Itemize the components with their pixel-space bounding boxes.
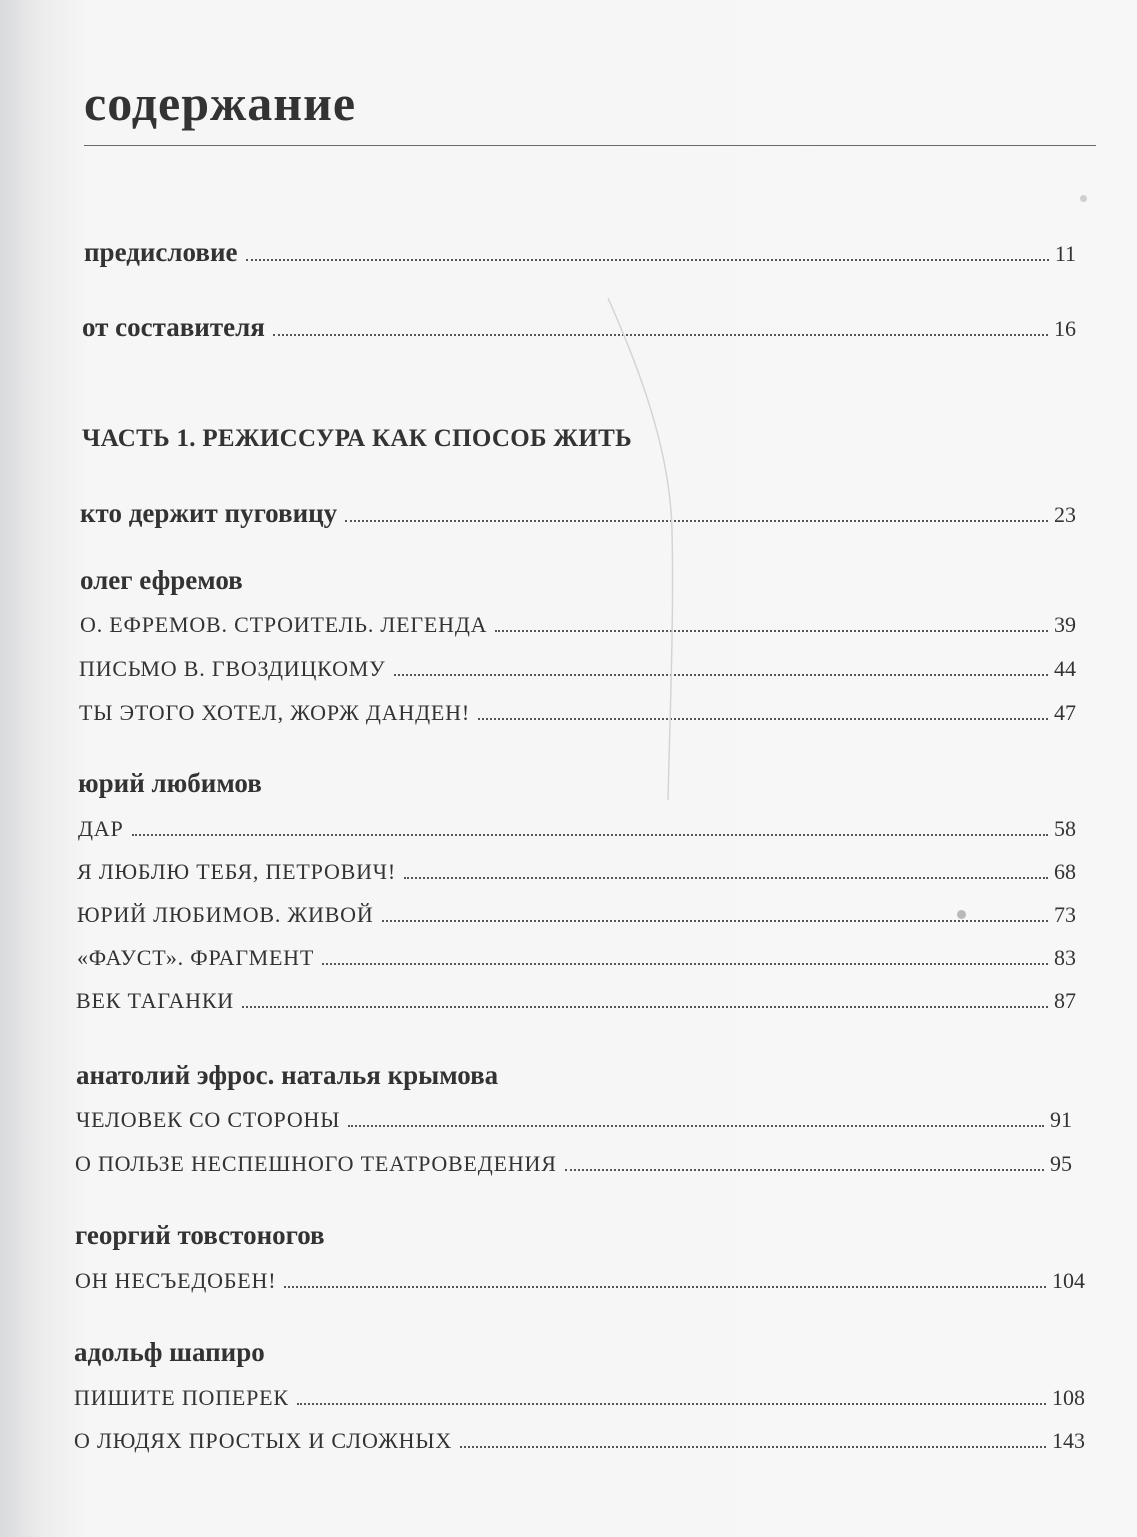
toc-entry[interactable]	[78, 816, 1076, 842]
dot-leader	[132, 834, 1048, 836]
toc-entry-label: О ПОЛЬЗЕ НЕСПЕШНОГО ТЕАТРОВЕДЕНИЯ	[75, 1151, 557, 1176]
toc-entry-label: от составителя	[82, 312, 265, 342]
title-rule	[84, 145, 1096, 146]
toc-entry[interactable]	[77, 859, 1076, 885]
toc-page-number: 39	[1054, 612, 1076, 637]
dot-leader	[322, 963, 1048, 965]
toc-page-number: 95	[1050, 1151, 1072, 1176]
section-heading: олег ефремов	[80, 565, 243, 595]
dot-leader	[478, 718, 1048, 720]
toc-page-number: 108	[1052, 1385, 1085, 1410]
toc-entry[interactable]	[75, 1268, 1085, 1294]
toc-entry[interactable]	[80, 612, 1076, 638]
toc-entry-label: кто держит пуговицу	[80, 498, 338, 528]
toc-entry[interactable]	[79, 700, 1076, 726]
dot-leader	[297, 1403, 1046, 1405]
page-title: содержание	[84, 75, 357, 131]
toc-page-number: 23	[1054, 502, 1076, 527]
toc-page-number: 83	[1054, 945, 1076, 970]
dot-leader	[348, 1125, 1044, 1127]
toc-entry-label: ЮРИЙ ЛЮБИМОВ. ЖИВОЙ	[77, 902, 374, 927]
toc-page-number: 104	[1052, 1268, 1085, 1293]
toc-page-number: 73	[1054, 902, 1076, 927]
toc-entry-from-compiler[interactable]	[82, 312, 1076, 343]
toc-entry-label: ПИШИТЕ ПОПЕРЕК	[74, 1385, 289, 1410]
dot-leader	[284, 1286, 1046, 1288]
dot-leader	[246, 259, 1049, 261]
toc-entry-label: Я ЛЮБЛЮ ТЕБЯ, ПЕТРОВИЧ!	[77, 859, 397, 884]
toc-entry-first-chapter[interactable]	[80, 498, 1076, 529]
toc-entry-label: ОН НЕСЪЕДОБЕН!	[75, 1268, 277, 1293]
toc-page-number: 91	[1050, 1107, 1072, 1132]
toc-entry[interactable]	[79, 656, 1076, 682]
section-heading: георгий товстоногов	[75, 1220, 325, 1250]
toc-entry[interactable]	[77, 902, 1076, 928]
toc-entry-preface[interactable]	[84, 237, 1076, 268]
paper-speck	[1080, 195, 1087, 202]
toc-entry-label: О. ЕФРЕМОВ. СТРОИТЕЛЬ. ЛЕГЕНДА	[80, 612, 488, 637]
dot-leader	[565, 1169, 1044, 1171]
dot-leader	[404, 877, 1048, 879]
toc-page-number: 11	[1054, 241, 1076, 266]
toc-page-number: 44	[1054, 656, 1076, 681]
section-heading: адольф шапиро	[74, 1337, 265, 1367]
part-heading: ЧАСТЬ 1. РЕЖИССУРА КАК СПОСОБ ЖИТЬ	[82, 425, 632, 452]
toc-page-number: 87	[1054, 988, 1076, 1013]
toc-entry[interactable]	[76, 1107, 1072, 1133]
toc-page-number: 143	[1052, 1428, 1085, 1453]
toc-entry-label: ДАР	[78, 816, 124, 841]
toc-page-number: 68	[1054, 859, 1076, 884]
toc-entry-label: «ФАУСТ». ФРАГМЕНТ	[77, 945, 315, 970]
toc-entry-label: ЧЕЛОВЕК СО СТОРОНЫ	[76, 1107, 341, 1132]
toc-entry[interactable]	[74, 1428, 1085, 1454]
toc-entry-label: ПИСЬМО В. ГВОЗДИЦКОМУ	[79, 656, 386, 681]
toc-entry[interactable]	[76, 988, 1076, 1014]
section-heading: юрий любимов	[78, 768, 262, 798]
toc-entry-label: ТЫ ЭТОГО ХОТЕЛ, ЖОРЖ ДАНДЕН!	[79, 700, 470, 725]
toc-entry[interactable]	[74, 1385, 1085, 1411]
toc-entry-label: О ЛЮДЯХ ПРОСТЫХ И СЛОЖНЫХ	[74, 1428, 453, 1453]
paper-crease-mark	[600, 290, 720, 810]
dot-leader	[242, 1006, 1048, 1008]
toc-page-number: 47	[1054, 700, 1076, 725]
toc-entry[interactable]	[77, 945, 1076, 971]
paper-speck	[957, 910, 966, 919]
toc-entry-label: ВЕК ТАГАНКИ	[76, 988, 234, 1013]
toc-page-number: 58	[1054, 816, 1076, 841]
dot-leader	[382, 920, 1048, 922]
toc-page-number: 16	[1054, 316, 1076, 341]
toc-entry-label: предисловие	[84, 237, 238, 267]
dot-leader	[460, 1446, 1046, 1448]
dot-leader	[495, 630, 1048, 632]
dot-leader	[394, 674, 1048, 676]
section-heading: анатолий эфрос. наталья крымова	[76, 1060, 499, 1090]
toc-entry[interactable]	[75, 1151, 1072, 1177]
